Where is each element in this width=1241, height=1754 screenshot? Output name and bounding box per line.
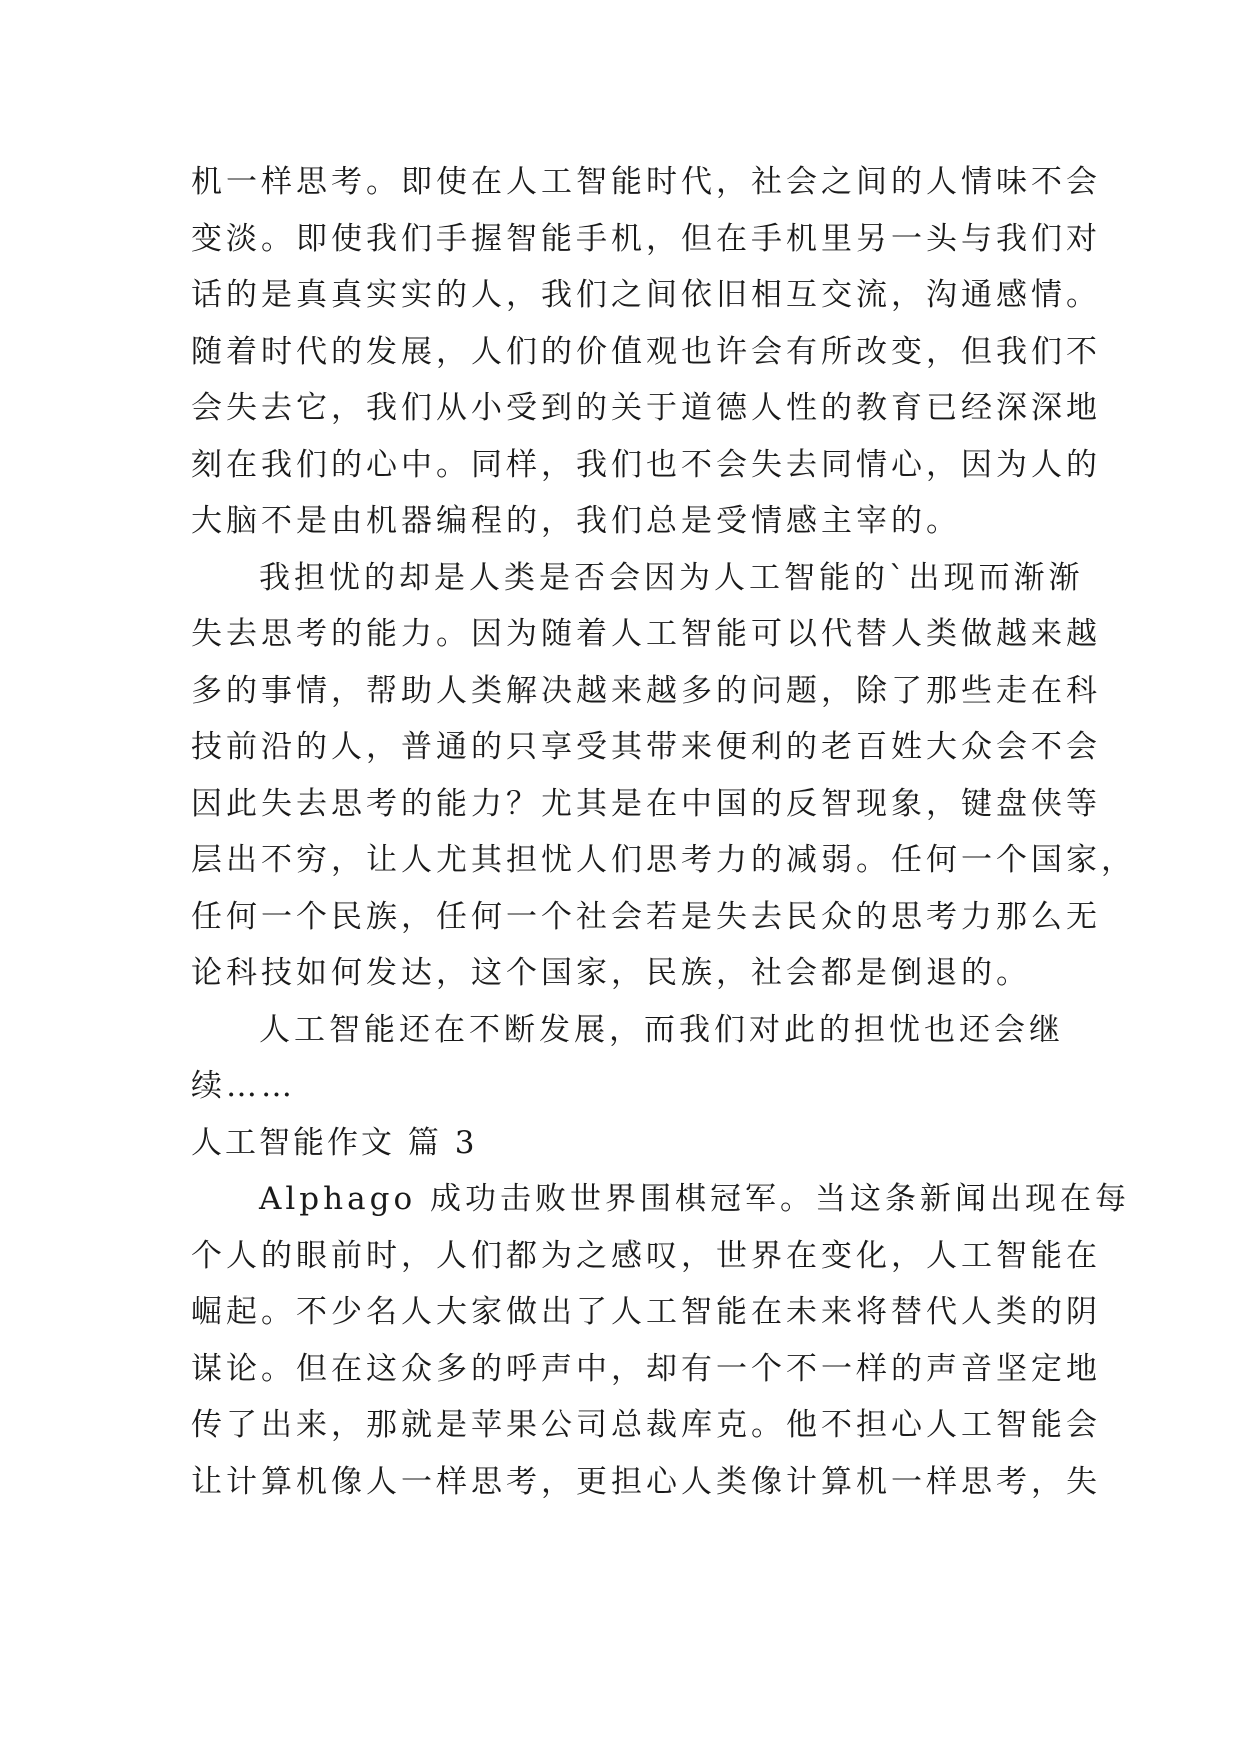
document-body [191, 154, 1136, 1510]
text-line: 因此失去思考的能力？尤其是在中国的反智现象，键盘侠等 [191, 785, 1101, 822]
text-line: 论科技如何发达，这个国家，民族，社会都是倒退的。 [191, 955, 1031, 991]
text-line: 谋论。但在这众多的呼声中，却有一个不一样的声音坚定地 [191, 1350, 1101, 1387]
text-line: 技前沿的人，普通的只享受其带来便利的老百姓大众会不会 [191, 729, 1101, 765]
text-line: 刻在我们的心中。同样，我们也不会失去同情心，因为人的 [191, 446, 1101, 483]
paragraph-first-line: 我担忧的却是人类是否会因为人工智能的`出现而渐渐 [259, 559, 1084, 596]
text-line: 传了出来，那就是苹果公司总裁库克。他不担心人工智能会 [191, 1407, 1101, 1443]
paragraph-first-line: Alphago 成功击败世界围棋冠军。当这条新闻出现在每 [259, 1181, 1130, 1217]
text-line: 机一样思考。即使在人工智能时代，社会之间的人情味不会 [191, 164, 1101, 200]
text-line: 让计算机像人一样思考，更担心人类像计算机一样思考，失 [191, 1463, 1101, 1500]
text-line: 随着时代的发展，人们的价值观也许会有所改变，但我们不 [191, 333, 1101, 370]
paragraph-first-line: 人工智能还在不断发展，而我们对此的担忧也还会继 [259, 1011, 1064, 1048]
text-line: 任何一个民族，任何一个社会若是失去民众的思考力那么无 [191, 898, 1101, 935]
section-heading: 人工智能作文 篇 3 [191, 1124, 478, 1161]
text-line: 大脑不是由机器编程的，我们总是受情感主宰的。 [191, 503, 961, 539]
text-line: 多的事情，帮助人类解决越来越多的问题，除了那些走在科 [191, 672, 1101, 709]
text-line: 会失去它，我们从小受到的关于道德人性的教育已经深深地 [191, 390, 1101, 426]
text-line: 话的是真真实实的人，我们之间依旧相互交流，沟通感情。 [191, 277, 1101, 313]
text-line: 个人的眼前时，人们都为之感叹，世界在变化，人工智能在 [191, 1237, 1101, 1274]
text-line: 变淡。即使我们手握智能手机，但在手机里另一头与我们对 [191, 220, 1101, 257]
text-line: 崛起。不少名人大家做出了人工智能在未来将替代人类的阴 [191, 1294, 1101, 1330]
text-line: 续…… [191, 1068, 296, 1104]
text-line: 失去思考的能力。因为随着人工智能可以代替人类做越来越 [191, 616, 1101, 652]
text-line: 层出不穷，让人尤其担忧人们思考力的减弱。任何一个国家， [191, 842, 1136, 878]
